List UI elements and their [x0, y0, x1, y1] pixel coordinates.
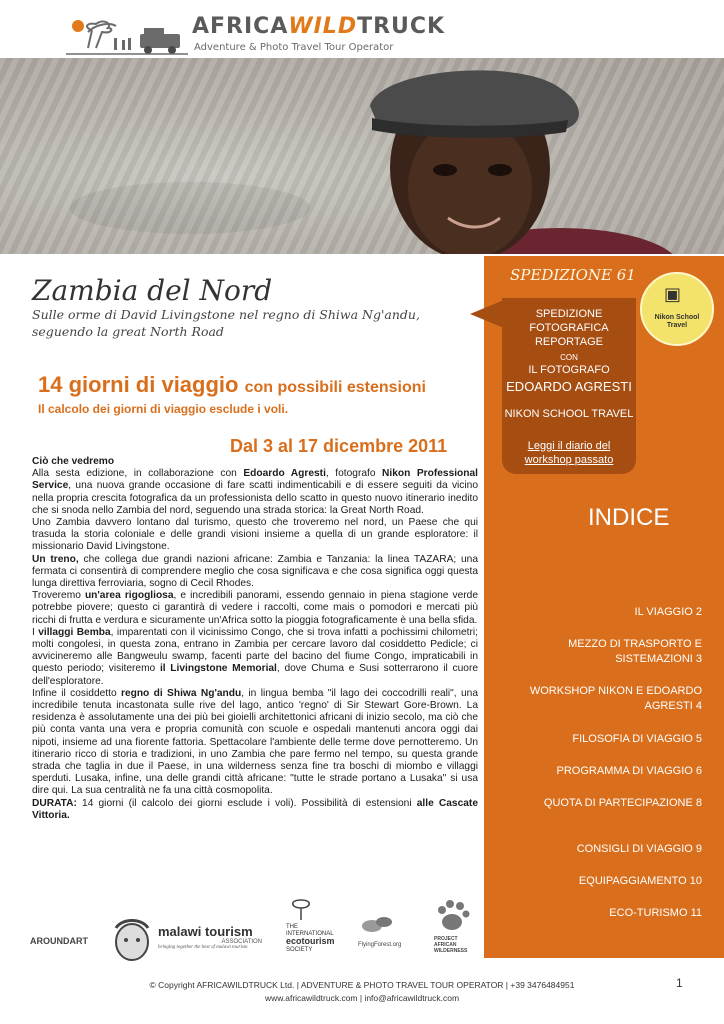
- exp-photographer: EDOARDO AGRESTI: [506, 379, 632, 394]
- buffalo-icon: [112, 914, 152, 964]
- exp-nikon-line: NIKON SCHOOL TRAVEL: [504, 408, 634, 420]
- footer-links[interactable]: www.africawildtruck.com | info@africawildtruck.com: [264, 993, 460, 1003]
- paragraph-5: I villaggi Bemba, imparentati con il vicinissimo Congo, che si trova infatti a pochissimi chilometri; molti congolesi, in questa zona, entrano in Zambia per cercare lavoro dal cosiddetto Pedicle; ci avvicineremo alle Bangweulu swamp, facenti parte del bacino del fiume Congo, impraticabili in questo periodo; visiteremo il Livingstone Memorial, dove Chuma e Susi sotterrarono il cuore dell'esploratore.: [32, 626, 479, 687]
- exp-line1: SPEDIZIONE: [535, 308, 603, 320]
- header: [0, 0, 724, 58]
- page-title: Zambia del Nord: [32, 274, 273, 307]
- paragraph-duration: DURATA: 14 giorni (il calcolo dei giorni esclude i voli). Possibilità di estensioni alle Cascate Vittoria.: [32, 797, 478, 821]
- trip-dates: Dal 3 al 17 dicembre 2011: [230, 436, 448, 456]
- exp-line4: CON: [560, 353, 578, 362]
- paragraph-3: Un treno, che collega due grandi nazioni africane: Zambia e Tanzania: la linea TAZARA; una fermata ci consentirà di comprendere meglio che cosa significava e che cosa significa oggi questa lunga direttiva ferroviaria, sogno di Cecil Rhodes.: [32, 553, 478, 590]
- leaves-icon: [358, 912, 398, 938]
- diary-link-2[interactable]: workshop passato: [524, 454, 614, 466]
- project-african-wilderness-logo: PROJECT AFRICAN WILDERNESS: [434, 898, 480, 954]
- flyingforest-logo: FlyingForest.org: [358, 912, 401, 948]
- hero-photo: [0, 58, 724, 254]
- brand-logo[interactable]: [66, 8, 446, 56]
- index-item-workshop[interactable]: WORKSHOP NIKON E EDOARDO AGRESTI 4: [529, 685, 702, 712]
- truck-tree-icon: [66, 12, 188, 56]
- brand-name: AFRICAWILDTRUCK: [192, 14, 446, 39]
- index-item-trasporto[interactable]: MEZZO DI TRASPORTO E SISTEMAZIONI 3: [568, 638, 702, 665]
- brand-tagline: Adventure & Photo Travel Tour Operator: [194, 42, 394, 53]
- malawi-tourism-logo: malawi tourism ASSOCIATION bringing together the best of malawi tourism: [158, 924, 262, 950]
- paragraph-6: Infine il cosiddetto regno di Shiwa Ng'andu, in lingua bemba "il lago dei coccodrilli reali", una incredibile tenuta incastonata sulle rive del lago, antico 'regno' di Sir Stewart Gore-Brown. La residenza è assolutamente una dei più bei gioielli architettonici africani di inizio secolo, ma ciò che più conta vanta una vera e propria comunità con scuole e ospedali mantenuti ancora oggi dai nipoti, insieme ad una fiorente fattoria. Spettacolare l'ambiente delle terme dove pernotteremo. Un itinerario ricco di storia e tradizioni, in uno Zambia che pare fermo nel tempo, su questa grande strada che taglia in due il Paese, in una wilderness senza fine tra boschi di miombo e villaggi sperduti. Lusaka, infine, una delle grandi città africane: "tutte le strade portano a Lusaka" si usa dire qui. La sua centralità ne fa una città cosmopolita.: [32, 687, 478, 797]
- paw-icon: [434, 898, 470, 932]
- portrait-photo: [0, 58, 724, 254]
- days-heading: 14 giorni di viaggio con possibili estensioni: [38, 372, 426, 397]
- section-heading: Ciò che vedremo: [32, 456, 115, 467]
- index-item-filosofia[interactable]: FILOSOFIA DI VIAGGIO 5: [572, 733, 702, 745]
- index-item-consigli[interactable]: CONSIGLI DI VIAGGIO 9: [576, 843, 702, 855]
- paragraph-1: Alla sesta edizione, in collaborazione con Edoardo Agresti, fotografo Nikon Professional Service, una nuova grande occasione di fare scatti indimenticabili e di essere seguiti da vicino nella propria crescita fotografica da un professionista dello scatto in questo nuovo itinerario inedito che si snoda nello Zambia del nord, seguendo una strada storica: la Great North Road.: [32, 468, 479, 516]
- index-item-viaggio[interactable]: IL VIAGGIO 2: [634, 606, 702, 618]
- paragraph-4: Troveremo un'area rigogliosa, e incredibili panorami, essendo gennaio in piena stagione verde potrebbe piovere; questo ci garantirà di vedere i raccolti, come mais o pomodori e mercati più ricchi di frutta e verdura e sicuramente un'Africa sotto la pioggia fotograficamente è una bella sfida.: [32, 590, 478, 626]
- diary-link[interactable]: Leggi il diario del: [527, 440, 611, 452]
- index-item-quota[interactable]: QUOTA DI PARTECIPAZIONE 8: [543, 797, 702, 809]
- index-item-ecoturismo[interactable]: ECO-TURISMO 11: [609, 907, 702, 919]
- days-note: Il calcolo dei giorni di viaggio esclude i voli.: [38, 402, 289, 416]
- index-item-programma[interactable]: PROGRAMMA DI VIAGGIO 6: [556, 765, 702, 777]
- camera-icon: ▣: [664, 284, 682, 305]
- exp-line2: FOTOGRAFICA: [529, 322, 609, 334]
- aroundart-logo: AROUNDART: [30, 936, 88, 946]
- expedition-label: SPEDIZIONE 61: [510, 266, 636, 284]
- nikon-school-badge: ▣ Nikon School Travel: [640, 272, 714, 346]
- exp-line5: IL FOTOGRAFO: [528, 364, 610, 376]
- tree-icon: [286, 898, 316, 920]
- body-text: [32, 456, 478, 822]
- page-number: 1: [676, 976, 683, 990]
- paragraph-2: Uno Zambia davvero lontano dal turismo, questo che troveremo nel nord, un Paese che qui trasuda la storia coloniale e delle grandi visioni insieme a quella di un grande esploratore: il missionario David Livingstone.: [32, 517, 478, 553]
- partner-logos: [28, 896, 484, 966]
- footer-copyright: © Copyright AFRICAWILDTRUCK Ltd. | ADVENTURE & PHOTO TRAVEL TOUR OPERATOR | +39 3476484951: [149, 980, 575, 990]
- index-title: INDICE: [588, 504, 670, 531]
- ecotourism-society-logo: THE INTERNATIONAL ecotourism SOCIETY: [286, 898, 356, 954]
- index-item-equipaggiamento[interactable]: EQUIPAGGIAMENTO 10: [578, 875, 702, 887]
- exp-line3: REPORTAGE: [534, 336, 604, 348]
- page-subtitle: Sulle orme di David Livingstone nel regno di Shiwa Ng'andu, seguendo la great North Road: [32, 307, 420, 339]
